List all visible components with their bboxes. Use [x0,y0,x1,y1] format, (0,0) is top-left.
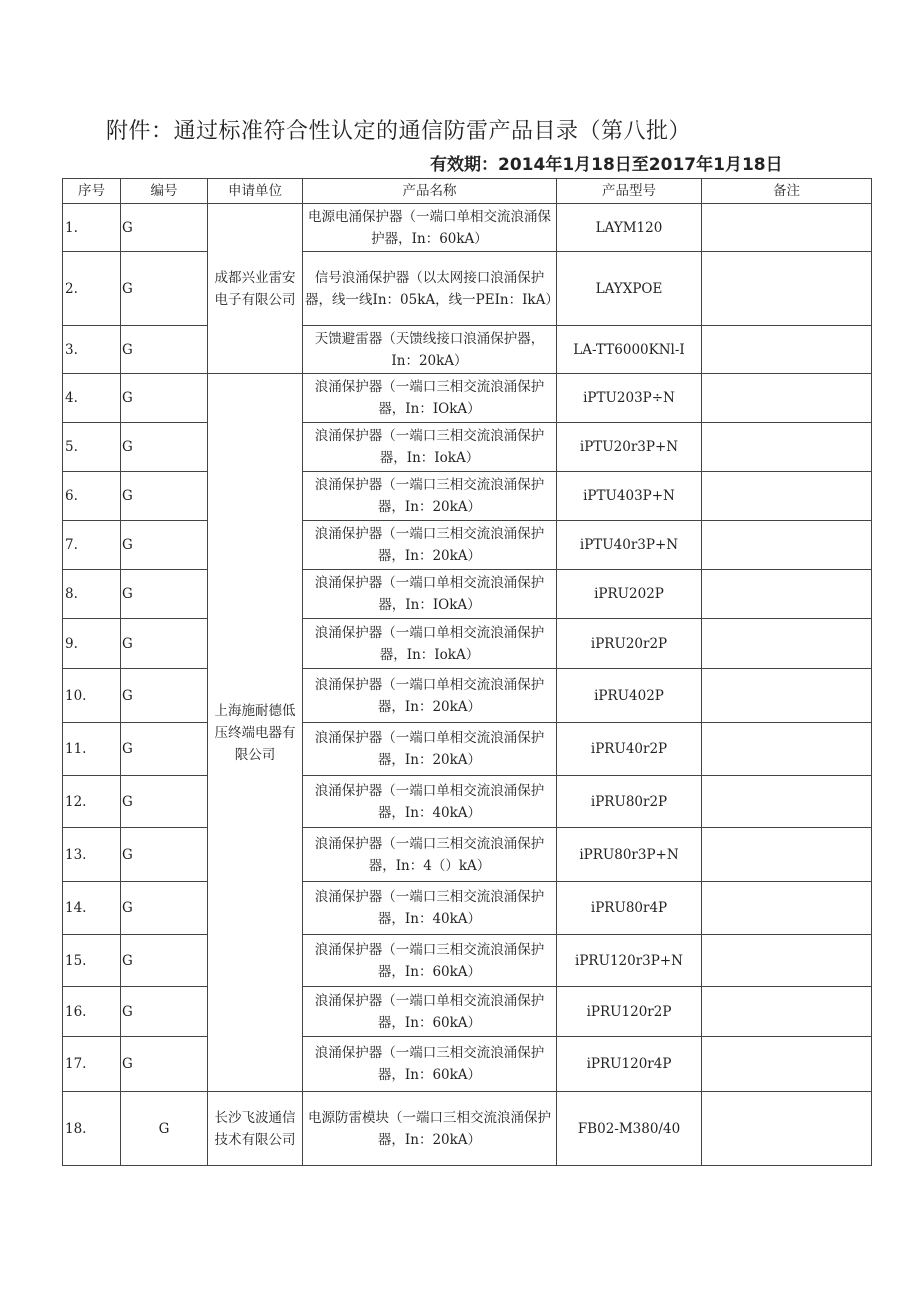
row-seq: 16. [63,987,121,1037]
row-code: G [121,776,208,828]
row-code: G [121,423,208,472]
row-remark [702,252,872,326]
row-product-name: 浪涌保护器（一端口单相交流浪涌保护器，In：IokA） [303,619,557,669]
row-code: G [121,987,208,1037]
row-product-name: 浪涌保护器（一端口单相交流浪涌保护器，In：20kA） [303,723,557,776]
row-seq: 17. [63,1037,121,1092]
validity-period: 有效期：2014年1月18日至2017年1月18日 [430,155,783,175]
row-remark [702,423,872,472]
header-seq: 序号 [63,179,121,204]
row-remark [702,723,872,776]
row-product-model: iPTU403P+N [557,472,702,521]
row-product-name: 浪涌保护器（一端口单相交流浪涌保护器，In：40kA） [303,776,557,828]
row-product-model: LAYXPOE [557,252,702,326]
row-product-name: 浪涌保护器（一端口三相交流浪涌保护器，In：60kA） [303,935,557,987]
row-seq: 11. [63,723,121,776]
row-product-model: iPRU40r2P [557,723,702,776]
table-row [63,935,872,987]
row-product-name: 浪涌保护器（一端口单相交流浪涌保护器，In：60kA） [303,987,557,1037]
row-product-name: 浪涌保护器（一端口三相交流浪涌保护器，In：20kA） [303,521,557,570]
row-code: G [121,619,208,669]
table-row [63,374,872,423]
row-remark [702,935,872,987]
row-seq: 6. [63,472,121,521]
table-row [63,1092,872,1166]
row-code: G [121,1092,208,1166]
row-product-name: 浪涌保护器（一端口三相交流浪涌保护器，In：40kA） [303,882,557,935]
row-seq: 4. [63,374,121,423]
row-code: G [121,472,208,521]
row-product-name: 电源电涌保护器（一端口单相交流浪涌保护器，In：60kA） [303,204,557,252]
row-product-model: LA-TT6000KNl-I [557,326,702,374]
header-product-model: 产品型号 [557,179,702,204]
row-remark [702,204,872,252]
row-seq: 8. [63,570,121,619]
row-seq: 15. [63,935,121,987]
row-remark [702,521,872,570]
row-product-model: iPRU120r3P+N [557,935,702,987]
row-seq: 14. [63,882,121,935]
row-product-model: iPTU203P÷N [557,374,702,423]
row-product-model: iPRU80r3P+N [557,828,702,882]
document-title: 附件：通过标准符合性认定的通信防雷产品目录（第八批） [106,119,692,144]
row-code: G [121,828,208,882]
row-product-model: iPRU80r2P [557,776,702,828]
table-row [63,723,872,776]
table-row [63,882,872,935]
row-product-name: 电源防雷模块（一端口三相交流浪涌保护器，In：20kA） [303,1092,557,1166]
row-product-name: 浪涌保护器（一端口单相交流浪涌保护器，In：IOkA） [303,570,557,619]
row-remark [702,326,872,374]
row-product-model: iPRU80r4P [557,882,702,935]
row-product-model: iPRU202P [557,570,702,619]
row-product-model: FB02-M380/40 [557,1092,702,1166]
table-row [63,204,872,252]
table-row [63,252,872,326]
row-code: G [121,521,208,570]
row-code: G [121,882,208,935]
row-seq: 13. [63,828,121,882]
table-row [63,326,872,374]
row-product-name: 信号浪涌保护器（以太网接口浪涌保护器，线一线In：05kA，线一PEIn：IkA） [303,252,557,326]
row-product-model: iPTU40r3P+N [557,521,702,570]
row-code: G [121,252,208,326]
row-code: G [121,204,208,252]
row-code: G [121,374,208,423]
table-row [63,570,872,619]
table-row [63,423,872,472]
row-seq: 12. [63,776,121,828]
row-seq: 2. [63,252,121,326]
table-row [63,669,872,723]
row-seq: 9. [63,619,121,669]
row-product-name: 浪涌保护器（一端口三相交流浪涌保护器，In：4（）kA） [303,828,557,882]
row-remark [702,669,872,723]
product-table [62,178,872,1166]
table-row [63,776,872,828]
row-product-name: 浪涌保护器（一端口三相交流浪涌保护器，In：IOkA） [303,374,557,423]
row-remark [702,472,872,521]
header-code: 编号 [121,179,208,204]
row-seq: 7. [63,521,121,570]
row-remark [702,374,872,423]
table-row [63,472,872,521]
row-seq: 5. [63,423,121,472]
row-product-model: iPRU20r2P [557,619,702,669]
row-seq: 1. [63,204,121,252]
row-product-name: 浪涌保护器（一端口三相交流浪涌保护器，In：20kA） [303,472,557,521]
table-row [63,1037,872,1092]
row-remark [702,570,872,619]
table-row [63,987,872,1037]
row-product-model: iPRU402P [557,669,702,723]
row-remark [702,619,872,669]
row-remark [702,1037,872,1092]
applicant-cell: 成都兴业雷安电子有限公司 [208,204,303,374]
row-product-model: iPRU120r2P [557,987,702,1037]
row-code: G [121,723,208,776]
row-product-model: iPRU120r4P [557,1037,702,1092]
row-remark [702,828,872,882]
row-remark [702,987,872,1037]
row-code: G [121,326,208,374]
row-seq: 3. [63,326,121,374]
row-product-name: 浪涌保护器（一端口三相交流浪涌保护器，In：60kA） [303,1037,557,1092]
row-code: G [121,669,208,723]
row-remark [702,776,872,828]
table-row [63,521,872,570]
row-product-name: 浪涌保护器（一端口三相交流浪涌保护器，In：IokA） [303,423,557,472]
header-product-name: 产品名称 [303,179,557,204]
row-product-model: LAYM120 [557,204,702,252]
row-product-name: 天馈避雷器（天馈线接口浪涌保护器，In：20kA） [303,326,557,374]
row-code: G [121,1037,208,1092]
row-seq: 10. [63,669,121,723]
row-remark [702,882,872,935]
applicant-cell: 上海施耐德低压终端电器有限公司 [208,374,303,1092]
table-header-row [63,179,872,204]
table-row [63,828,872,882]
row-remark [702,1092,872,1166]
applicant-cell: 长沙飞波通信技术有限公司 [208,1092,303,1166]
row-product-model: iPTU20r3P+N [557,423,702,472]
header-applicant: 申请单位 [208,179,303,204]
table-row [63,619,872,669]
row-code: G [121,570,208,619]
row-code: G [121,935,208,987]
header-remarks: 备注 [702,179,872,204]
row-seq: 18. [63,1092,121,1166]
row-product-name: 浪涌保护器（一端口单相交流浪涌保护器，In：20kA） [303,669,557,723]
